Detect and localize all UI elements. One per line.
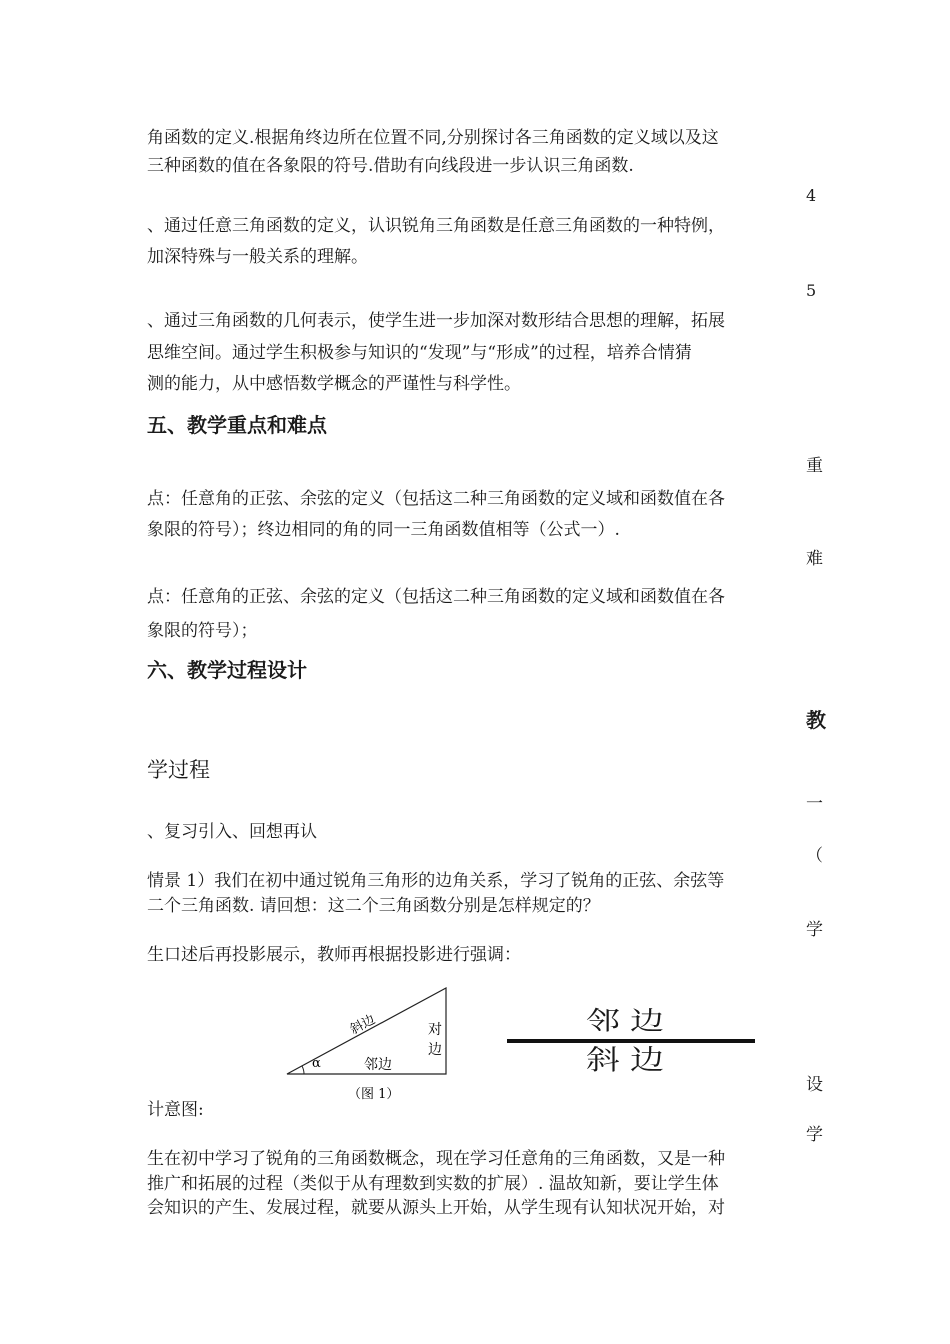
opposite-label-1: 对 xyxy=(428,1022,442,1038)
text-line: 点：任意角的正弦、余弦的定义（包括这二种三角函数的定义域和函数值在各 xyxy=(147,587,725,607)
adjacent-label: 邻边 xyxy=(364,1057,392,1073)
text-line: 象限的符号）； xyxy=(147,621,258,641)
text-line: 思维空间。通过学生积极参与知识的“发现”与“形成”的过程，培养合情猜 xyxy=(147,343,692,363)
text-line: 测的能力，从中感悟数学概念的严谨性与科学性。 xyxy=(147,374,521,394)
margin-char: 一 xyxy=(806,794,823,814)
subsection-heading: 学过程 xyxy=(147,758,210,782)
text-line: 象限的符号）；终边相同的角的同一三角函数值相等（公式一）. xyxy=(147,520,620,540)
hypotenuse-label: 斜边 xyxy=(347,1012,378,1038)
margin-char: 设 xyxy=(806,1075,823,1095)
margin-number: 5 xyxy=(806,281,817,300)
margin-heading-char: 教 xyxy=(806,708,826,732)
text-line: 生口述后再投影展示，教师再根据投影进行强调： xyxy=(147,945,521,965)
margin-char: 学 xyxy=(806,1125,823,1145)
fraction-bar xyxy=(507,1039,755,1043)
text-line: 二个三角函数. 请回想：这二个三角函数分别是怎样规定的？ xyxy=(147,896,600,916)
margin-char: 学 xyxy=(806,920,823,940)
angle-arc xyxy=(302,1066,304,1074)
text-line: 三种函数的值在各象限的符号.借助有向线段进一步认识三角函数. xyxy=(147,156,634,176)
opposite-label-2: 边 xyxy=(428,1042,442,1058)
text-line: 计意图: xyxy=(147,1100,204,1120)
figure-caption: （图 1） xyxy=(348,1087,400,1102)
text-line: 、通过任意三角函数的定义，认识锐角三角函数是任意三角函数的一种特例， xyxy=(147,216,725,236)
text-line: 情景 1）我们在初中通过锐角三角形的边角关系，学习了锐角的正弦、余弦等 xyxy=(147,871,725,891)
text-line: 加深特殊与一般关系的理解。 xyxy=(147,247,368,267)
text-line: 会知识的产生、发展过程，就要从源头上开始，从学生现有认知状况开始，对 xyxy=(147,1198,725,1218)
angle-alpha-label: α xyxy=(312,1056,321,1071)
ratio-fraction xyxy=(505,1000,755,1080)
margin-char: （ xyxy=(806,846,823,866)
text-line: 推广和拓展的过程（类似于从有理数到实数的扩展）. 温故知新，要让学生体 xyxy=(147,1174,719,1194)
section-heading: 六、教学过程设计 xyxy=(147,658,307,682)
text-line: 生在初中学习了锐角的三角函数概念，现在学习任意角的三角函数，又是一种 xyxy=(147,1149,725,1169)
fraction-numerator: 邻边 xyxy=(586,1006,674,1036)
section-heading: 五、教学重点和难点 xyxy=(147,413,327,437)
margin-char: 难 xyxy=(806,549,823,569)
text-line: 、复习引入、回想再认 xyxy=(147,822,317,842)
text-line: 角函数的定义.根据角终边所在位置不同,分别探讨各三角函数的定义域以及这 xyxy=(147,128,719,148)
margin-number: 4 xyxy=(806,186,817,205)
triangle-figure xyxy=(280,980,460,1105)
margin-char: 重 xyxy=(806,456,823,476)
fraction-denominator: 斜边 xyxy=(586,1044,674,1076)
text-line: 点：任意角的正弦、余弦的定义（包括这二种三角函数的定义域和函数值在各 xyxy=(147,489,725,509)
text-line: 、通过三角函数的几何表示，使学生进一步加深对数形结合思想的理解，拓展 xyxy=(147,311,725,331)
